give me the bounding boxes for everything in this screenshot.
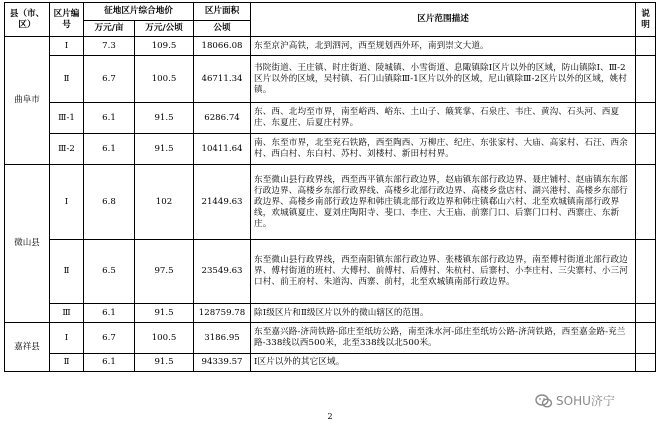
desc-cell: 东至嘉兴路-济菏铁路-邱庄至纸坊公路，南至洙水河-邱庄至纸坊公路-济菏铁路，西至嘉金路-兖兰路-338线以西500米，北至338线以北500米。 bbox=[251, 323, 636, 354]
watermark-text: SOHU济宁 bbox=[556, 394, 615, 408]
zone-no-cell: Ⅰ bbox=[50, 323, 84, 354]
price-mu-cell: 6.1 bbox=[84, 304, 135, 323]
zone-no-cell: Ⅲ bbox=[50, 304, 84, 323]
price-ha-cell: 91.5 bbox=[135, 103, 194, 134]
header-note: 说明 bbox=[636, 3, 656, 37]
area-cell: 6286.74 bbox=[194, 103, 251, 134]
desc-cell: 东至微山县行政界线，西至南阳镇东部行政边界、张楼镇东部行政边界，南至傅村街道北部行政边界、傅村街道的班村、大傅村、前傅村、后傅村、朱杭村、后寨村、小李庄村、三尖寨村、小三河口村、前王府村、朱道沟、西寨、前村，北至欢城镇南部行政边界。 bbox=[251, 240, 636, 304]
price-ha-cell: 109.5 bbox=[135, 37, 194, 56]
price-mu-cell: 7.3 bbox=[84, 37, 135, 56]
zone-no-cell: Ⅱ bbox=[50, 354, 84, 372]
header-county: 县（市、区） bbox=[5, 3, 50, 37]
table-row bbox=[5, 37, 656, 56]
desc-cell: 书院街道、王庄镇、时庄街道、陵城镇、小雪街道、息陬镇除Ⅰ区片以外的区域，防山镇除Ⅰ、Ⅲ-2区片以外的区域，吴村镇、石门山镇除Ⅲ-1区片以外的区域，尼山镇除Ⅲ-2区片以外的区域，姚村镇。 bbox=[251, 56, 636, 103]
zone-no-cell: Ⅲ-2 bbox=[50, 134, 84, 165]
note-cell bbox=[636, 304, 656, 323]
desc-cell: 除Ⅰ级区片和Ⅱ级区片以外的微山辖区的范围。 bbox=[251, 304, 636, 323]
price-mu-cell: 6.1 bbox=[84, 103, 135, 134]
area-cell: 23549.63 bbox=[194, 240, 251, 304]
sohu-logo-icon bbox=[535, 393, 553, 409]
desc-cell: 东至微山县行政界线，西至西平镇东部行政边界，赵庙镇东部行政边界、聂庄铺村、赵庙镇东东部行政边界、高楼乡东部行政界线、高楼乡北部行政边界、高楼乡盘店村、湖兴港村、高楼乡东部行政边界、高楼乡南部行政边界和韩庄镇北部行政边界和韩庄镇郗山六村、北至欢城镇南部行政界线，欢城镇夏庄、夏刘庄陶阳寺、斐口、李庄、大王庙、前寨门口、后寨门口村、西寨庄、东新庄。 bbox=[251, 165, 636, 240]
header-area-unit: 公顷 bbox=[194, 21, 251, 37]
area-cell: 21449.63 bbox=[194, 165, 251, 240]
desc-cell: 东、西、北均至市界，南至峪西、峪东、土山子、簸箕掌、石泉庄、韦庄、黄沟、石头河、西夏庄、东夏庄、后夏庄村界。 bbox=[251, 103, 636, 134]
note-cell bbox=[636, 103, 656, 134]
price-mu-cell: 6.1 bbox=[84, 134, 135, 165]
price-ha-cell: 102 bbox=[135, 165, 194, 240]
price-ha-cell: 91.5 bbox=[135, 304, 194, 323]
price-mu-cell: 6.7 bbox=[84, 323, 135, 354]
price-ha-cell: 91.5 bbox=[135, 134, 194, 165]
zone-no-cell: Ⅱ bbox=[50, 56, 84, 103]
desc-cell: 南、东至市界，北至兖石铁路，西至陶西、万柳庄、纪庄、东张家村、大庙、高家村、石汪、西余村、西白村、东白村、苏村、刘楼村、新田村村界。 bbox=[251, 134, 636, 165]
header-price-mu: 万元/亩 bbox=[84, 21, 135, 37]
price-ha-cell: 97.5 bbox=[135, 240, 194, 304]
desc-cell: 东至京沪高铁，北到泗河，西至规划西外环，南到崇文大道。 bbox=[251, 37, 636, 56]
note-cell bbox=[636, 56, 656, 103]
page-number: 2 bbox=[327, 412, 333, 421]
county-cell: 嘉祥县 bbox=[5, 323, 50, 372]
table-row bbox=[5, 354, 656, 372]
table-row bbox=[5, 323, 656, 354]
note-cell bbox=[636, 134, 656, 165]
price-ha-cell: 91.5 bbox=[135, 354, 194, 372]
land-price-table bbox=[4, 2, 656, 372]
price-mu-cell: 6.8 bbox=[84, 165, 135, 240]
note-cell bbox=[636, 165, 656, 240]
header-area: 区片面积 bbox=[194, 3, 251, 21]
area-cell: 94339.57 bbox=[194, 354, 251, 372]
zone-no-cell: Ⅱ bbox=[50, 240, 84, 304]
note-cell bbox=[636, 240, 656, 304]
table-row bbox=[5, 56, 656, 103]
zone-no-cell: Ⅰ bbox=[50, 165, 84, 240]
area-cell: 128759.78 bbox=[194, 304, 251, 323]
table-row bbox=[5, 103, 656, 134]
price-mu-cell: 6.1 bbox=[84, 354, 135, 372]
price-ha-cell: 100.5 bbox=[135, 56, 194, 103]
table-row bbox=[5, 134, 656, 165]
header-desc: 区片范围描述 bbox=[251, 3, 636, 37]
table-row bbox=[5, 240, 656, 304]
price-ha-cell: 100.5 bbox=[135, 323, 194, 354]
watermark bbox=[535, 392, 615, 409]
table-row bbox=[5, 165, 656, 240]
desc-cell: Ⅰ区片以外的其它区域。 bbox=[251, 354, 636, 372]
table-row bbox=[5, 304, 656, 323]
zone-no-cell: Ⅲ-1 bbox=[50, 103, 84, 134]
area-cell: 46711.34 bbox=[194, 56, 251, 103]
header-price-ha: 万元/公顷 bbox=[135, 21, 194, 37]
note-cell bbox=[636, 354, 656, 372]
county-cell: 微山县 bbox=[5, 165, 50, 323]
price-mu-cell: 6.7 bbox=[84, 56, 135, 103]
zone-no-cell: Ⅰ bbox=[50, 37, 84, 56]
header-price-group: 征地区片综合地价 bbox=[84, 3, 194, 21]
area-cell: 3186.95 bbox=[194, 323, 251, 354]
area-cell: 10411.64 bbox=[194, 134, 251, 165]
area-cell: 18066.08 bbox=[194, 37, 251, 56]
header-zone-no: 区片编号 bbox=[50, 3, 84, 37]
county-cell: 曲阜市 bbox=[5, 37, 50, 165]
note-cell bbox=[636, 37, 656, 56]
price-mu-cell: 6.5 bbox=[84, 240, 135, 304]
note-cell bbox=[636, 323, 656, 354]
